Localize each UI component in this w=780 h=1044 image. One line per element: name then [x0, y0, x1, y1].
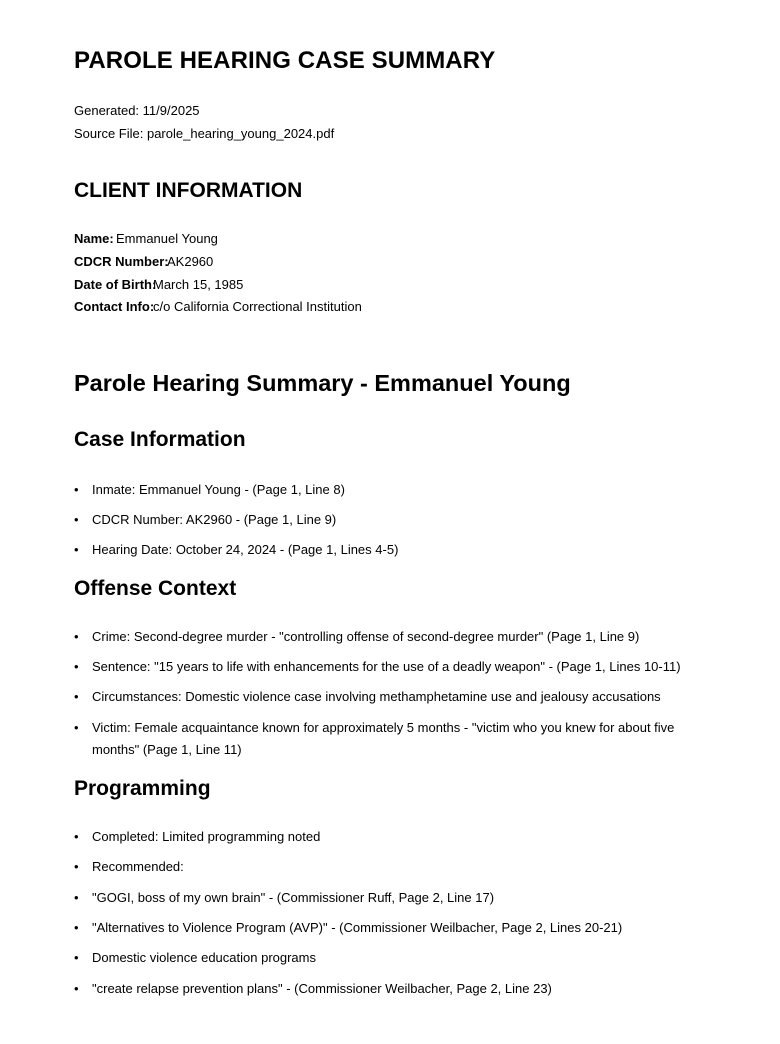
cdcr-number-label: CDCR Number: — [74, 254, 169, 269]
bullet-icon: • — [74, 542, 79, 557]
date-of-birth-label: Date of Birth: — [74, 277, 157, 292]
summary-title: Parole Hearing Summary - Emmanuel Young — [74, 370, 571, 396]
bullet-icon: • — [74, 482, 79, 497]
bullet-icon: • — [74, 720, 79, 735]
list-item: • Hearing Date: October 24, 2024 - (Page 1, Lines 4-5) — [74, 539, 714, 561]
list-item: • Inmate: Emmanuel Young - (Page 1, Line 8) — [74, 479, 714, 501]
client-name-label: Name: — [74, 231, 114, 246]
offense-context-heading: Offense Context — [74, 577, 237, 600]
cdcr-number-row — [74, 254, 674, 272]
list-item: • Sentence: "15 years to life with enhancements for the use of a deadly weapon" - (Page 1, Lines 10-11) — [74, 656, 714, 678]
list-item: • Completed: Limited programming noted — [74, 826, 714, 848]
list-item: • Circumstances: Domestic violence case involving methamphetamine use and jealousy accusations — [74, 686, 714, 708]
date-of-birth-value: March 15, 1985 — [153, 277, 244, 292]
bullet-icon: • — [74, 829, 79, 844]
document-title: PAROLE HEARING CASE SUMMARY — [74, 47, 496, 74]
bullet-icon: • — [74, 629, 79, 644]
client-name-value: Emmanuel Young — [116, 231, 218, 246]
client-name-row — [74, 231, 674, 249]
bullet-icon: • — [74, 920, 79, 935]
list-item: • Victim: Female acquaintance known for approximately 5 months - "victim who you knew for about five months" (Page 1, Line 11) — [74, 717, 699, 761]
list-item: • "GOGI, boss of my own brain" - (Commissioner Ruff, Page 2, Line 17) — [74, 887, 714, 909]
client-information-heading: CLIENT INFORMATION — [74, 179, 303, 202]
bullet-icon: • — [74, 950, 79, 965]
bullet-icon: • — [74, 859, 79, 874]
source-file: Source File: parole_hearing_young_2024.pdf — [74, 126, 335, 141]
list-item: • Domestic violence education programs — [74, 947, 714, 969]
list-item: • "create relapse prevention plans" - (Commissioner Weilbacher, Page 2, Line 23) — [74, 978, 714, 1000]
case-information-heading: Case Information — [74, 428, 246, 451]
bullet-icon: • — [74, 981, 79, 996]
list-item: • Recommended: — [74, 856, 714, 878]
date-of-birth-row — [74, 277, 674, 295]
contact-info-row — [74, 299, 674, 317]
generated-date: Generated: 11/9/2025 — [74, 103, 200, 118]
contact-info-label: Contact Info: — [74, 299, 155, 314]
bullet-icon: • — [74, 689, 79, 704]
list-item: • "Alternatives to Violence Program (AVP)" - (Commissioner Weilbacher, Page 2, Lines 20-21) — [74, 917, 714, 939]
list-item: • CDCR Number: AK2960 - (Page 1, Line 9) — [74, 509, 714, 531]
bullet-icon: • — [74, 512, 79, 527]
programming-heading: Programming — [74, 777, 211, 800]
list-item: • Crime: Second-degree murder - "controlling offense of second-degree murder" (Page 1, Line 9) — [74, 626, 714, 648]
bullet-icon: • — [74, 890, 79, 905]
bullet-icon: • — [74, 659, 79, 674]
cdcr-number-value: AK2960 — [167, 254, 214, 269]
contact-info-value: c/o California Correctional Institution — [153, 299, 362, 314]
